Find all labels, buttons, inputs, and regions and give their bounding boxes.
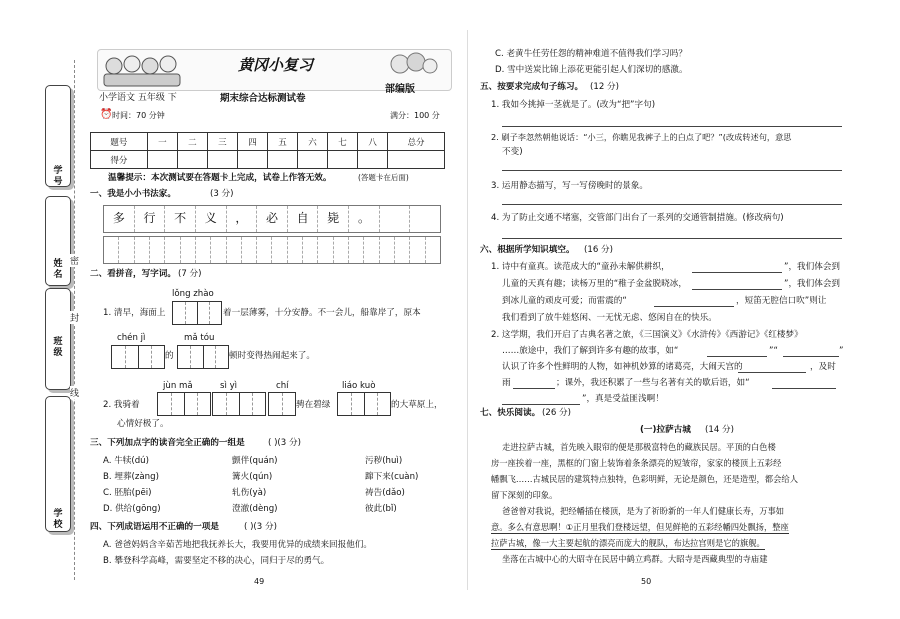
score-cell[interactable] — [298, 151, 328, 169]
page-divider — [467, 30, 468, 590]
class-box[interactable] — [45, 288, 71, 390]
score-table — [90, 132, 445, 169]
q6-text: ”，我们体会到 — [784, 279, 841, 289]
q6-title: 六、根据所学知识填空。 — [480, 245, 575, 255]
page-number-right: 50 — [641, 577, 652, 586]
score-cell[interactable] — [358, 151, 388, 169]
answer-line[interactable] — [502, 126, 842, 127]
q3-option: C. 胚胎(pēi) — [103, 488, 152, 498]
answer-line[interactable] — [502, 238, 842, 239]
passage-line: 爸爸曾对我说，把经幡插在楼顶，是为了祈盼新的一年人们健康长寿，万事如 — [502, 506, 785, 516]
score-col-header: 四 — [237, 133, 267, 151]
passage-points: (14 分) — [705, 425, 734, 435]
cut-char-feng: 封 — [70, 311, 79, 324]
score-col-header: 一 — [147, 133, 177, 151]
series-title: 黄冈小复习 — [238, 56, 314, 74]
q2-pinyin: jùn mǎ — [163, 381, 193, 391]
q3-option: 澄澈(dèng) — [232, 504, 278, 514]
grid-char: 必 — [257, 206, 288, 232]
q6-text: ”，真是受益匪浅啊！ — [582, 394, 664, 404]
grid-char: ， — [227, 206, 258, 232]
cut-char-xian: 线 — [70, 386, 79, 399]
q5-item: 2. 刷子李忽然朝他说话：“小三，你瞧见我裤子上的白点了吧？”(改成转述句，意思 — [491, 132, 792, 142]
q2-points: (7 分) — [178, 269, 202, 279]
q1-sample-grid — [103, 205, 441, 233]
q2-pinyin: sì yì — [220, 381, 238, 391]
q5-points: (12 分) — [590, 82, 619, 92]
score-cell[interactable] — [237, 151, 267, 169]
q6-text: 儿童的天真有趣；读杨万里的“稚子金盆脱晓冰， — [502, 279, 687, 289]
score-cell[interactable] — [328, 151, 358, 169]
score-cell[interactable] — [147, 151, 177, 169]
q2-text: 顿时变得热闹起来了。 — [229, 351, 315, 361]
q5-item: 1. 我如今挑掉一茎就是了。(改为“把”字句) — [491, 100, 656, 110]
q2-text: 心情好极了。 — [117, 419, 169, 429]
q6-text: 2. 这学期，我们开启了古典名著之旅，《三国演义》《水浒传》《西游记》《红楼梦》 — [491, 330, 803, 340]
class-label: 班级 — [53, 337, 63, 358]
q3-option: B. 埋葬(zàng) — [103, 472, 159, 482]
q3-option: 祷告(dǎo) — [365, 488, 405, 498]
passage-line: 房一座挨着一座，黑框的门窗上装饰着条条漂亮的短皱帘，家家的楼顶上五彩经 — [491, 458, 782, 468]
fill-blank[interactable] — [738, 372, 806, 373]
q1-title: 一、我是小小书法家。 — [90, 189, 176, 199]
fill-blank[interactable] — [502, 404, 580, 405]
grid-char: 多 — [104, 206, 135, 232]
passage-line: 坐落在古城中心的大昭寺在民居中鹤立鸡群。大昭寺是西藏典型的寺庙建 — [502, 554, 768, 564]
score-col-header: 三 — [207, 133, 237, 151]
notice-note: (答题卡在后面) — [358, 173, 409, 182]
fill-blank[interactable] — [692, 289, 782, 290]
q6-text: 认识了许多个性鲜明的人物，如神机妙算的诸葛亮，大闹天宫的 — [502, 362, 743, 372]
score-label: 满分：100 分 — [390, 111, 440, 120]
grade-label: 小学语文 五年级 下 — [99, 93, 177, 103]
student-id-label: 学号 — [53, 166, 63, 187]
q6-text: 1. 诗中有童真。读范成大的“童孙未解供耕织， — [491, 262, 670, 272]
q6-text: ……旅途中，我们了解到许多有趣的故事，如“ — [502, 346, 679, 356]
q3-option: 污秽(huì) — [365, 456, 403, 466]
q7-points: (26 分) — [542, 408, 571, 418]
q6-text: ”，我们体会到 — [784, 262, 841, 272]
q6-text: ” — [839, 346, 844, 356]
fill-blank[interactable] — [513, 388, 555, 389]
q7-title: 七、快乐阅读。 — [480, 408, 541, 418]
answer-line[interactable] — [502, 204, 842, 205]
school-box[interactable] — [45, 396, 71, 532]
exam-title: 期末综合达标测试卷 — [220, 93, 306, 104]
q3-title: 三、下列加点字的读音完全正确的一组是 — [90, 438, 245, 448]
q6-points: (16 分) — [584, 245, 613, 255]
q5-title: 五、按要求完成句子练习。 — [480, 82, 584, 92]
q3-points: ( )(3 分) — [268, 438, 301, 448]
q2-text: 骋在碧绿 — [296, 400, 331, 410]
fill-blank[interactable] — [783, 356, 839, 357]
q3-option: D. 供给(gōng) — [103, 504, 161, 514]
student-id-box[interactable] — [45, 85, 71, 187]
answer-box-liaokuo[interactable] — [337, 392, 391, 416]
q3-option: 篝火(qún) — [232, 472, 273, 482]
q4-option: A. 爸爸妈妈含辛茹苦地把我抚养长大，我要用优异的成绩来回报他们。 — [103, 540, 373, 550]
page-number-left: 49 — [254, 577, 265, 586]
q6-text: 到冰儿童的顽皮可爱；而雷震的“ — [502, 296, 627, 306]
passage-line: 拉萨古城，像一大主要起航的漂亮而庞大的舰队，布达拉宫则是它的旗舰。 — [491, 538, 765, 548]
time-label: 时间：70 分钟 — [112, 111, 165, 120]
answer-box-matou[interactable] — [177, 345, 229, 369]
q4-option: B. 攀登科学高峰，需要坚定不移的决心，同归于尽的勇气。 — [103, 556, 330, 566]
q2-text: 的大草原上， — [391, 400, 443, 410]
grid-char: 。 — [349, 206, 380, 232]
grid-char: 不 — [165, 206, 196, 232]
score-col-header: 七 — [328, 133, 358, 151]
passage-line: 留下深刻的印象。 — [491, 490, 558, 500]
q5-item: 不变) — [502, 147, 523, 157]
q3-option: 颤伴(quán) — [232, 456, 278, 466]
fill-blank[interactable] — [772, 388, 836, 389]
grid-char: 毙 — [318, 206, 349, 232]
answer-line[interactable] — [502, 170, 842, 171]
passage-line: 意。多么有意思啊！①正月里我们登楼远望，但见鲜艳的五彩经幡四处飘扬，整座 — [491, 522, 789, 532]
q3-option: 轧伤(yà) — [232, 488, 267, 498]
q2-text: 1. 清早，海面上 — [103, 308, 166, 318]
q2-pinyin: lǒng zhào — [172, 289, 214, 299]
score-row-label: 得分 — [91, 151, 148, 169]
q6-text: ”“ — [769, 346, 778, 356]
notice-text: 温馨提示：本次测试要在答题卡上完成，试卷上作答无效。 — [108, 173, 332, 183]
answer-box-junma[interactable] — [157, 392, 211, 416]
q2-pinyin: chí — [276, 381, 289, 391]
q6-text: ；课外，我还积累了一些与名著有关的歇后语，如“ — [556, 378, 750, 388]
cartoon-kids-icon — [102, 52, 182, 88]
grid-char: 自 — [288, 206, 319, 232]
q3-option: 蹿下来(cuàn) — [365, 472, 419, 482]
name-box[interactable] — [45, 196, 71, 286]
edition-label: 部编版 — [385, 84, 415, 95]
score-cell[interactable] — [267, 151, 297, 169]
q4-option: C. 老黄牛任劳任怨的精神难道不值得我们学习吗？ — [495, 49, 687, 59]
q1-points: (3 分) — [210, 189, 234, 199]
score-col-header: 八 — [358, 133, 388, 151]
grid-char — [410, 206, 440, 232]
q2-text: 着一层薄雾，十分安静。不一会儿，船靠岸了，原本 — [223, 308, 421, 318]
score-cell[interactable] — [207, 151, 237, 169]
passage-line: 幡飘飞……古城民居的建筑特点独特，色彩明鲜，无论是颜色，还是造型，都会给人 — [491, 474, 798, 484]
q4-title: 四、下列成语运用不正确的一项是 — [90, 522, 219, 532]
fill-blank[interactable] — [654, 306, 734, 307]
q2-pinyin: liáo kuò — [342, 381, 376, 391]
score-cell[interactable] — [388, 151, 445, 169]
q2-pinyin: chén jì — [117, 333, 146, 343]
score-col-header: 总分 — [388, 133, 445, 151]
clock-icon: ⏰ — [100, 109, 113, 120]
grid-char: 义 — [196, 206, 227, 232]
q2-title: 二、看拼音，写字词。 — [90, 269, 176, 279]
name-label: 姓名 — [53, 259, 63, 280]
score-col-header: 题号 — [91, 133, 148, 151]
answer-box-chi[interactable] — [268, 392, 296, 416]
q6-text: ，及时 — [810, 362, 836, 372]
school-label: 学校 — [53, 509, 63, 530]
q6-text: 我们看到了放牛娃悠闲、一无忧无虑、悠闲自在的快乐。 — [502, 313, 717, 323]
score-col-header: 二 — [177, 133, 207, 151]
q5-item: 4. 为了防止交通不堵塞，交管部门出台了一系列的交通管制措施。(修改病句) — [491, 213, 784, 223]
fill-blank[interactable] — [692, 272, 782, 273]
answer-box-siyi[interactable] — [212, 392, 266, 416]
cut-char-mi: 密 — [70, 254, 79, 267]
passage-title: (一)拉萨古城 — [640, 425, 691, 435]
grid-char — [380, 206, 411, 232]
passage-line: 走进拉萨古城，首先映入眼帘的便是那极富特色的藏族民居。平顶的白色楼 — [502, 442, 776, 452]
answer-box-chenji[interactable] — [111, 345, 165, 369]
q3-option: A. 牛犊(dú) — [103, 456, 149, 466]
q6-text: ，短笛无腔信口吹”则让 — [736, 296, 827, 306]
fill-blank[interactable] — [707, 356, 767, 357]
balloons-icon — [388, 52, 438, 80]
grid-char: 行 — [135, 206, 166, 232]
score-cell[interactable] — [177, 151, 207, 169]
q4-option: D. 雪中送炭比锦上添花更能引起人们深切的感激。 — [495, 65, 688, 75]
q6-text: 雨 — [502, 378, 511, 388]
q5-item: 3. 运用静态描写，写一写傍晚时的景象。 — [491, 181, 649, 191]
answer-box-longzhao[interactable] — [172, 301, 222, 325]
q2-text: 2. 我骑着 — [103, 400, 140, 410]
q2-pinyin: mǎ tóu — [184, 333, 215, 343]
q3-option: 彼此(bǐ) — [365, 504, 397, 514]
score-col-header: 五 — [267, 133, 297, 151]
q1-writing-grid[interactable] — [103, 236, 441, 264]
q4-points: ( )(3 分) — [244, 522, 277, 532]
score-col-header: 六 — [298, 133, 328, 151]
binding-sidebar — [0, 0, 92, 619]
q2-text: 的 — [165, 351, 174, 361]
